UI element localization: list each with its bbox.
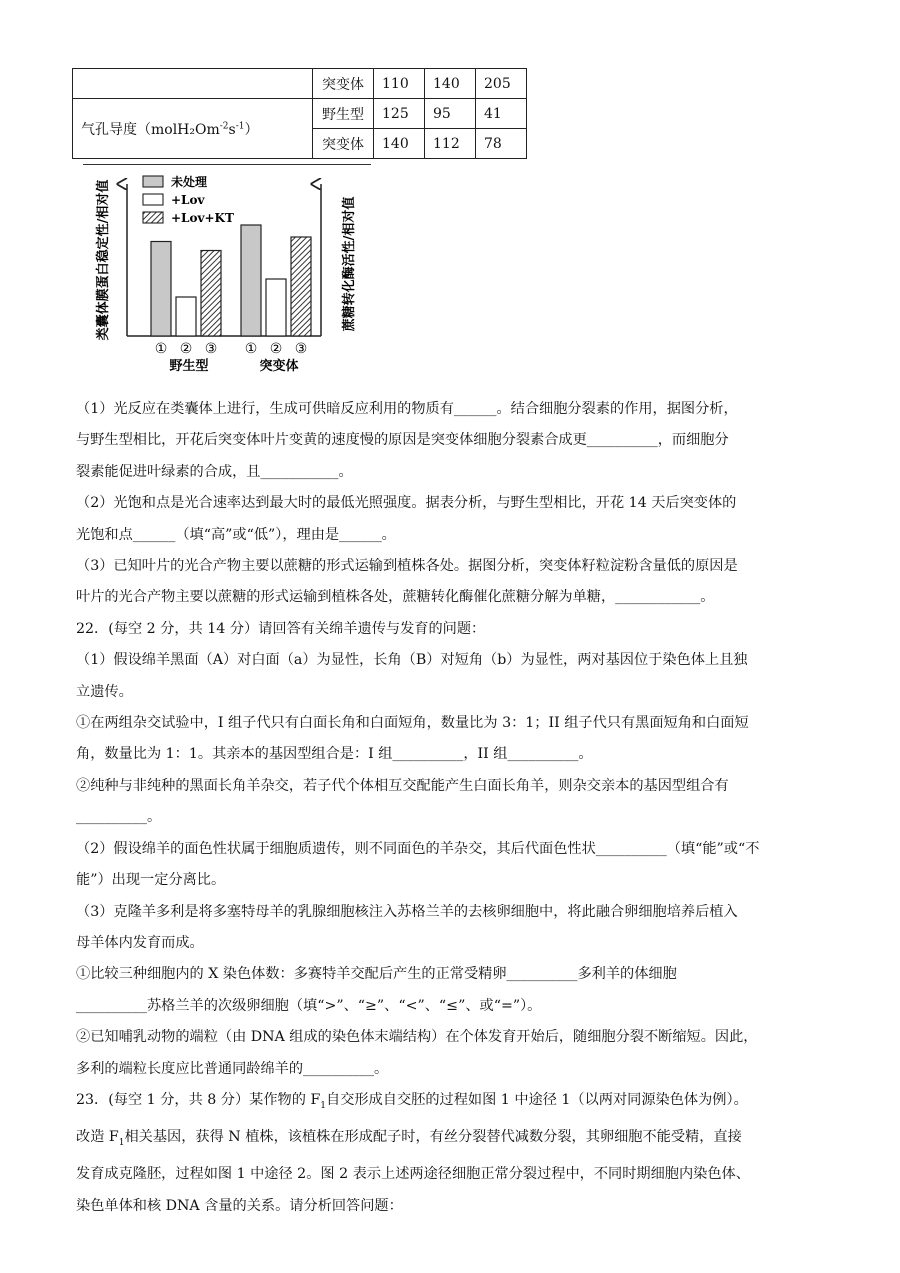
- text-line: （2）光饱和点是光合速率达到最大时的最低光照强度。据表分析，与野生型相比，开花 14 天后突变体的: [76, 495, 737, 512]
- unit-sup: -2: [219, 120, 229, 131]
- text-line: 染色单体和核 DNA 含量的关系。请分析回答问题：: [76, 1197, 403, 1214]
- legend-swatch: [143, 176, 163, 187]
- subscript: 1: [118, 1138, 125, 1148]
- text-line: （2）假设绵羊的面色性状属于细胞质遗传，则不同面色的羊杂交，其后代面色性状__________（填“能”或“不: [76, 840, 760, 857]
- bar: [266, 279, 286, 336]
- text-line: [76, 1122, 828, 1159]
- tick-label: ③: [204, 341, 218, 357]
- text-line: ②纯种与非纯种的黑面长角羊杂交，若子代个体相互交配能产生白面长角羊，则杂交亲本的基因型组合有: [76, 777, 729, 794]
- table-cell-label: [73, 69, 313, 99]
- text-line: ②已知哺乳动物的端粒（由 DNA 组成的染色体末端结构）在个体发育开始后，随细胞分裂不断缩短。因此，: [76, 1029, 758, 1046]
- bar: [201, 251, 221, 337]
- text-line: （3）已知叶片的光合产物主要以蔗糖的形式运输到植株各处。据图分析，突变体籽粒淀粉含量低的原因是: [76, 558, 738, 575]
- tick-label: ②: [269, 341, 283, 357]
- table-cell-value: 110: [374, 69, 425, 99]
- text-line: __________。: [76, 809, 162, 826]
- text-line: __________苏格兰羊的次级卵细胞（填“>”、“≥”、“<”、“≤”、或“=”）。: [76, 997, 542, 1014]
- bar: [241, 225, 261, 336]
- text-line: ①在两组杂交试验中，I 组子代只有白面长角和白面短角，数量比为 3：1；II 组子代只有黑面短角和白面短: [76, 715, 749, 732]
- table-row: [73, 69, 527, 99]
- text-span: 改造 F: [76, 1129, 119, 1146]
- text-line: 22．(每空 2 分，共 14 分）请回答有关绵羊遗传与发育的问题：: [76, 620, 486, 637]
- table-cell-label: [73, 99, 313, 159]
- text-line: 能”）出现一定分离比。: [76, 872, 226, 889]
- y-axis-label-right: 蔗糖转化酶活性/相对值: [342, 196, 357, 332]
- bar: [151, 242, 171, 337]
- table-cell-type: 野生型: [313, 99, 374, 129]
- text-line: 叶片的光合产物主要以蔗糖的形式运输到植株各处，蔗糖转化酶催化蔗糖分解为单糖，____________。: [76, 589, 715, 606]
- text-line: 光饱和点______（填“高”或“低”），理由是______。: [76, 526, 396, 543]
- text-line: （1）光反应在类囊体上进行，生成可供暗反应利用的物质有______。结合细胞分裂素的作用，据图分析，: [76, 401, 738, 417]
- table-cell-value: 112: [425, 129, 476, 159]
- table-cell-value: 41: [476, 99, 527, 129]
- text-line: （1）假设绵羊黑面（A）对白面（a）为显性，长角（B）对短角（b）为显性，两对基因位于染色体上且独: [76, 652, 748, 669]
- legend-swatch: [143, 194, 163, 205]
- y-axis-label-left: 类囊体膜蛋白稳定性/相对值: [96, 179, 111, 341]
- stomatal-label: 气孔导度（molH₂Om: [81, 121, 220, 138]
- unit-end: ）: [244, 121, 259, 138]
- chart-legend: [143, 174, 234, 225]
- tick-label: ③: [294, 341, 308, 357]
- subscript: 1: [320, 1100, 327, 1111]
- text-line: （3）克隆羊多利是将多塞特母羊的乳腺细胞核注入苏格兰羊的去核卵细胞中，将此融合卵细胞培养后植入: [76, 903, 738, 920]
- legend-label: +Lov+KT: [171, 211, 234, 225]
- table-row: [73, 99, 527, 129]
- question-text: [76, 394, 828, 1222]
- text-line: 与野生型相比，开花后突变体叶片变黄的速度慢的原因是突变体细胞分裂素合成更__________，而细胞分: [76, 432, 729, 449]
- text-line: 立遗传。: [76, 683, 133, 700]
- text-span: 23．(每空 1 分，共 8 分）某作物的 F: [76, 1091, 321, 1108]
- bar: [176, 297, 196, 336]
- legend-label: 未处理: [171, 175, 208, 189]
- table-cell-value: 140: [374, 129, 425, 159]
- table-cell-type: 突变体: [313, 69, 374, 99]
- tick-label: ①: [244, 341, 258, 357]
- separator-line: [83, 164, 371, 165]
- unit-sup: -1: [235, 120, 245, 131]
- unit-mid: s: [228, 121, 236, 138]
- table-cell-value: 95: [425, 99, 476, 129]
- bar: [291, 237, 311, 336]
- text-line: 裂素能促进叶绿素的合成，且___________。: [76, 463, 353, 480]
- text-line: 发育成克隆胚，过程如图 1 中途径 2。图 2 表示上述两途径细胞正常分裂过程中，不同时期细胞内染色体、: [76, 1166, 750, 1183]
- text-line: ①比较三种细胞内的 X 染色体数：多赛特羊交配后产生的正常受精卵__________多利羊的体细胞: [76, 966, 677, 983]
- legend-swatch: [143, 212, 163, 223]
- text-line: [76, 1085, 828, 1122]
- group-label: 突变体: [259, 359, 299, 374]
- data-table: [72, 68, 527, 159]
- text-line: 角，数量比为 1：1。其亲本的基因型组合是：I 组__________，II 组__________。: [76, 746, 593, 763]
- table-cell-value: 125: [374, 99, 425, 129]
- group-label: 野生型: [169, 359, 209, 374]
- tick-label: ②: [179, 341, 193, 357]
- text-line: 母羊体内发育而成。: [76, 934, 204, 951]
- table-cell-value: 78: [476, 129, 527, 159]
- text-span: 自交形成自交胚的过程如图 1 中途径 1（以两对同源染色体为例）。: [326, 1091, 748, 1108]
- table-cell-value: 205: [476, 69, 527, 99]
- chart-ticks: [155, 341, 308, 357]
- text-line: 多利的端粒长度应比普通同龄绵羊的__________。: [76, 1060, 389, 1077]
- table-cell-value: 140: [425, 69, 476, 99]
- legend-label: +Lov: [171, 193, 205, 207]
- text-span: 相关基因，获得 N 植株，该植株在形成配子时，有丝分裂替代减数分裂，其卵细胞不能受精，直接: [124, 1129, 742, 1146]
- bar-chart: [83, 166, 373, 378]
- tick-label: ①: [154, 341, 168, 357]
- table-cell-type: 突变体: [313, 129, 374, 159]
- chart-bars: [151, 225, 311, 336]
